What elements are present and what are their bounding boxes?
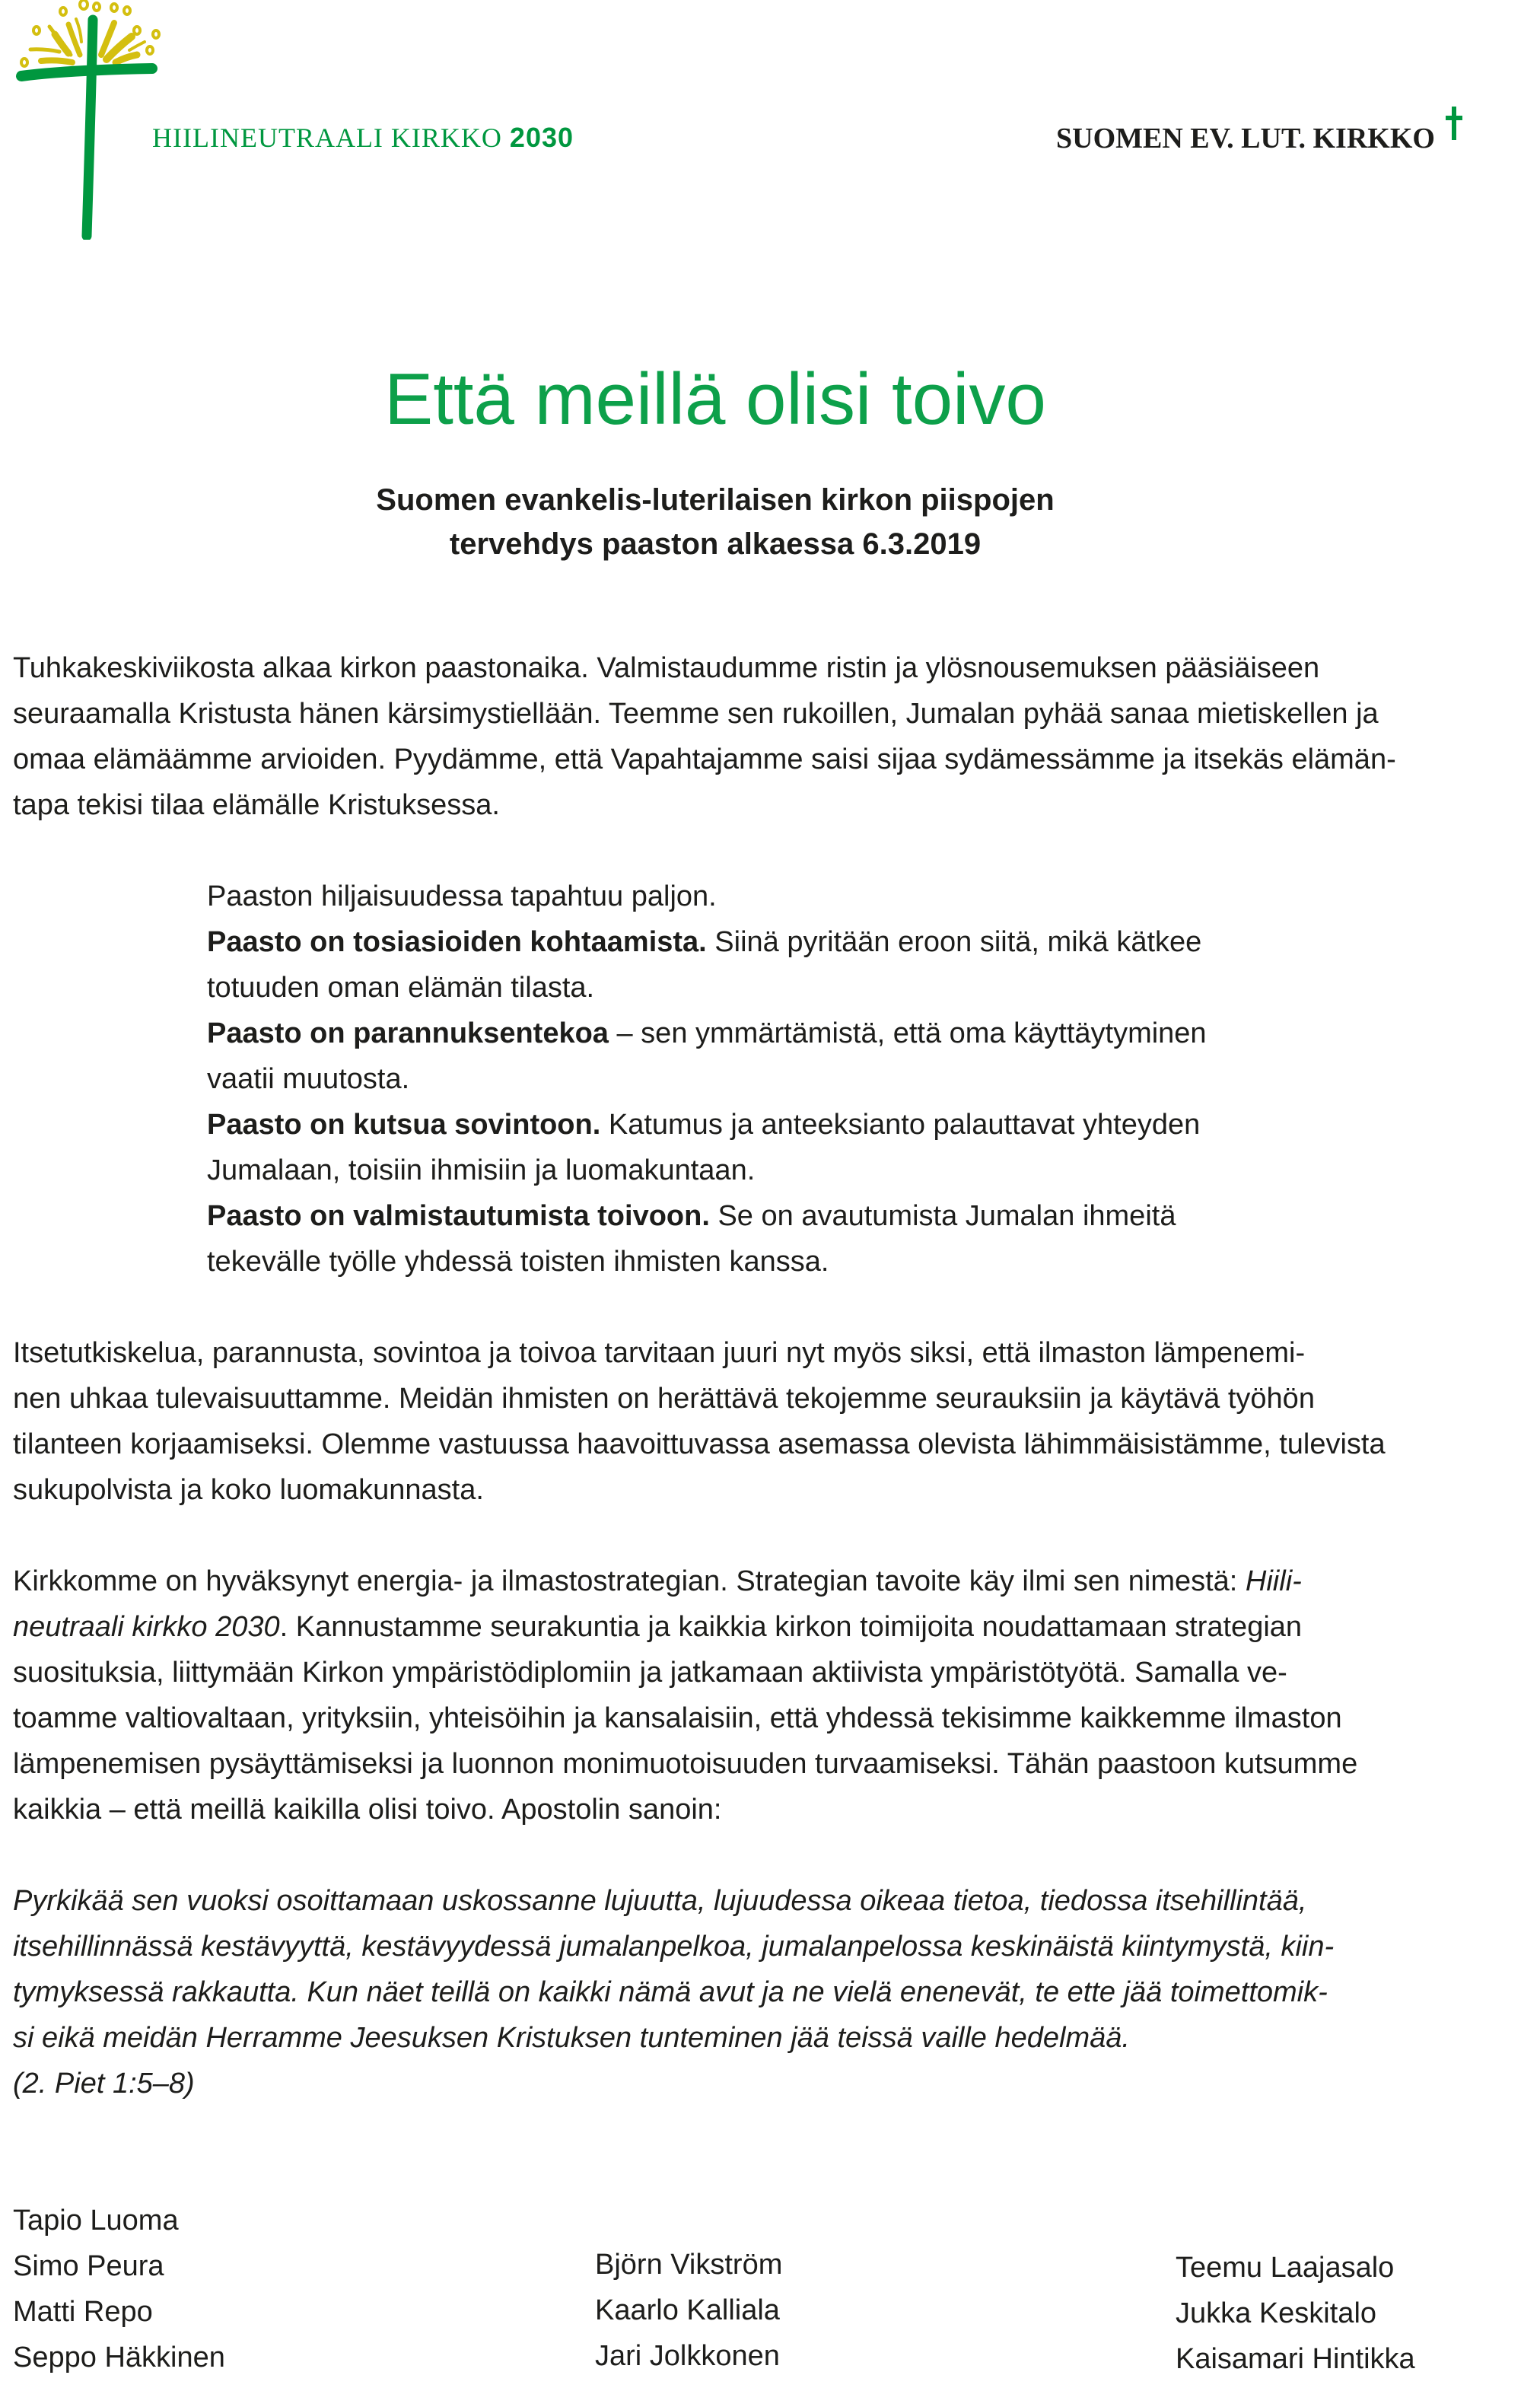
- signature-name: Simo Peura: [13, 2250, 164, 2282]
- paragraph-line: [13, 1558, 1504, 1604]
- paragraph-line: Tuhkakeskiviikosta alkaa kirkon paastonaika. Valmistaudumme ristin ja ylösnousemuksen pääsiäiseen: [13, 652, 1320, 684]
- signature-column-1: [13, 2243, 225, 2380]
- scripture-quote: [13, 1878, 1504, 2106]
- paragraph-line: [13, 1604, 1504, 1650]
- fasting-item-text: Siinä pyritään eroon siitä, mikä kätkee: [706, 926, 1202, 958]
- signature-archbishop: Tapio Luoma: [13, 2205, 179, 2237]
- strategy-name-italic: Hiili-: [1245, 1565, 1302, 1597]
- church-cross-icon: [1446, 107, 1462, 140]
- fasting-item-text: – sen ymmärtämistä, että oma käyttäytyminen: [608, 1017, 1207, 1049]
- fasting-item: [207, 1102, 1318, 1148]
- paragraph-line: Itsetutkiskelua, parannusta, sovintoa ja toivoa tarvitaan juuri nyt myös siksi, että ilmaston lämpenemi-: [13, 1337, 1306, 1369]
- paragraph-line: suosituksia, liittymään Kirkon ympäristödiplomiin ja jatkamaan aktiivista ympäristötyötä. Samalla ve-: [13, 1657, 1287, 1689]
- hiilineutraali-cross-logo-icon: [8, 0, 167, 240]
- campaign-logo-text: [152, 122, 574, 154]
- paragraph-text: Kirkkomme on hyväksynyt energia- ja ilmastostrategian. Strategian tavoite käy ilmi sen nimestä:: [13, 1565, 1246, 1597]
- signature-name: Kaisamari Hintikka: [1176, 2343, 1415, 2375]
- climate-paragraph: [13, 1330, 1504, 1513]
- fasting-item-text: Katumus ja anteeksianto palauttavat yhteyden: [600, 1109, 1201, 1141]
- paragraph-line: seuraamalla Kristusta hänen kärsimystiellään. Teemme sen rukoillen, Jumalan pyhää sanaa mietiskellen ja: [13, 698, 1379, 730]
- fasting-item: [207, 919, 1318, 965]
- fasting-opening: Paaston hiljaisuudessa tapahtuu paljon.: [207, 880, 717, 912]
- strategy-paragraph: [13, 1558, 1504, 1832]
- signature-name: Seppo Häkkinen: [13, 2342, 225, 2373]
- signature-name: Teemu Laajasalo: [1176, 2252, 1395, 2284]
- strategy-name-italic: neutraali kirkko 2030: [13, 1611, 280, 1643]
- signature-name: Jari Jolkkonen: [595, 2340, 780, 2372]
- signature-column-3: [1176, 2245, 1415, 2382]
- quote-line: Pyrkikää sen vuoksi osoittamaan uskossanne lujuutta, lujuudessa oikeaa tietoa, tiedossa itsehillintää,: [13, 1885, 1307, 1917]
- paragraph-line: omaa elämäämme arvioiden. Pyydämme, että Vapahtajamme saisi sijaa sydämessämme ja itsekäs elämän-: [13, 743, 1396, 775]
- church-name-logo: SUOMEN EV. LUT. KIRKKO: [1056, 123, 1435, 154]
- paragraph-line: tapa tekisi tilaa elämälle Kristuksessa.: [13, 789, 500, 821]
- fasting-item-continuation: totuuden oman elämän tilasta.: [207, 972, 595, 1004]
- paragraph-line: lämpenemisen pysäyttämiseksi ja luonnon monimuotoisuuden turvaamiseksi. Tähän paastoon kutsumme: [13, 1748, 1358, 1780]
- fasting-item-heading: Paasto on tosiasioiden kohtaamista.: [207, 926, 707, 958]
- fasting-item: [207, 1193, 1318, 1239]
- fasting-item-text: Se on avautumista Jumalan ihmeitä: [709, 1200, 1176, 1232]
- fasting-statements: [207, 874, 1318, 1285]
- paragraph-line: sukupolvista ja koko luomakunnasta.: [13, 1474, 484, 1506]
- campaign-logo-year: 2030: [509, 122, 574, 153]
- signature-name: Matti Repo: [13, 2296, 153, 2328]
- quote-line: si eikä meidän Herramme Jeesuksen Kristuksen tunteminen jää teissä vaille hedelmää.: [13, 2022, 1130, 2054]
- subtitle-line: tervehdys paaston alkaessa 6.3.2019: [449, 527, 982, 561]
- campaign-logo-text-regular: HIILINEUTRAALI KIRKKO: [152, 123, 510, 153]
- page-title: Että meillä olisi toivo: [384, 358, 1046, 440]
- paragraph-line: nen uhkaa tulevaisuuttamme. Meidän ihmisten on herättävä tekojemme seurauksiin ja käytävä työhön: [13, 1383, 1315, 1415]
- paragraph-text: . Kannustamme seurakuntia ja kaikkia kirkon toimijoita noudattamaan strategian: [279, 1611, 1303, 1643]
- intro-paragraph: [13, 645, 1504, 828]
- subtitle-line: Suomen evankelis-luterilaisen kirkon piispojen: [376, 483, 1055, 517]
- subtitle: [0, 478, 1430, 566]
- signature-name: Björn Vikström: [595, 2249, 783, 2281]
- paragraph-line: tilanteen korjaamiseksi. Olemme vastuussa haavoittuvassa asemassa olevista lähimmäisistämme, tulevista: [13, 1428, 1386, 1460]
- quote-line: itsehillinnässä kestävyyttä, kestävyydessä jumalanpelkoa, jumalanpelossa keskinäistä kiintymystä, kiin-: [13, 1931, 1335, 1963]
- fasting-item-continuation: Jumalaan, toisiin ihmisiin ja luomakuntaan.: [207, 1154, 756, 1186]
- quote-line: tymyksessä rakkautta. Kun näet teillä on kaikki nämä avut ja ne vielä enenevät, te ette jää toimettomik-: [13, 1976, 1328, 2008]
- paragraph-line: toamme valtiovaltaan, yrityksiin, yhteisöihin ja kansalaisiin, että yhdessä tekisimme kaikkemme ilmaston: [13, 1702, 1342, 1734]
- scripture-reference: (2. Piet 1:5–8): [13, 2068, 195, 2100]
- fasting-item-heading: Paasto on parannuksentekoa: [207, 1017, 609, 1049]
- signature-name: Jukka Keskitalo: [1176, 2297, 1377, 2329]
- fasting-item-continuation: vaatii muutosta.: [207, 1063, 410, 1095]
- signature-name: Kaarlo Kalliala: [595, 2294, 780, 2326]
- signature-column-2: [595, 2242, 782, 2379]
- paragraph-line: kaikkia – että meillä kaikilla olisi toivo. Apostolin sanoin:: [13, 1794, 722, 1826]
- fasting-item-heading: Paasto on kutsua sovintoon.: [207, 1109, 601, 1141]
- fasting-item-heading: Paasto on valmistautumista toivoon.: [207, 1200, 710, 1232]
- fasting-item-continuation: tekevälle työlle yhdessä toisten ihmisten kanssa.: [207, 1246, 829, 1278]
- fasting-item: [207, 1011, 1318, 1056]
